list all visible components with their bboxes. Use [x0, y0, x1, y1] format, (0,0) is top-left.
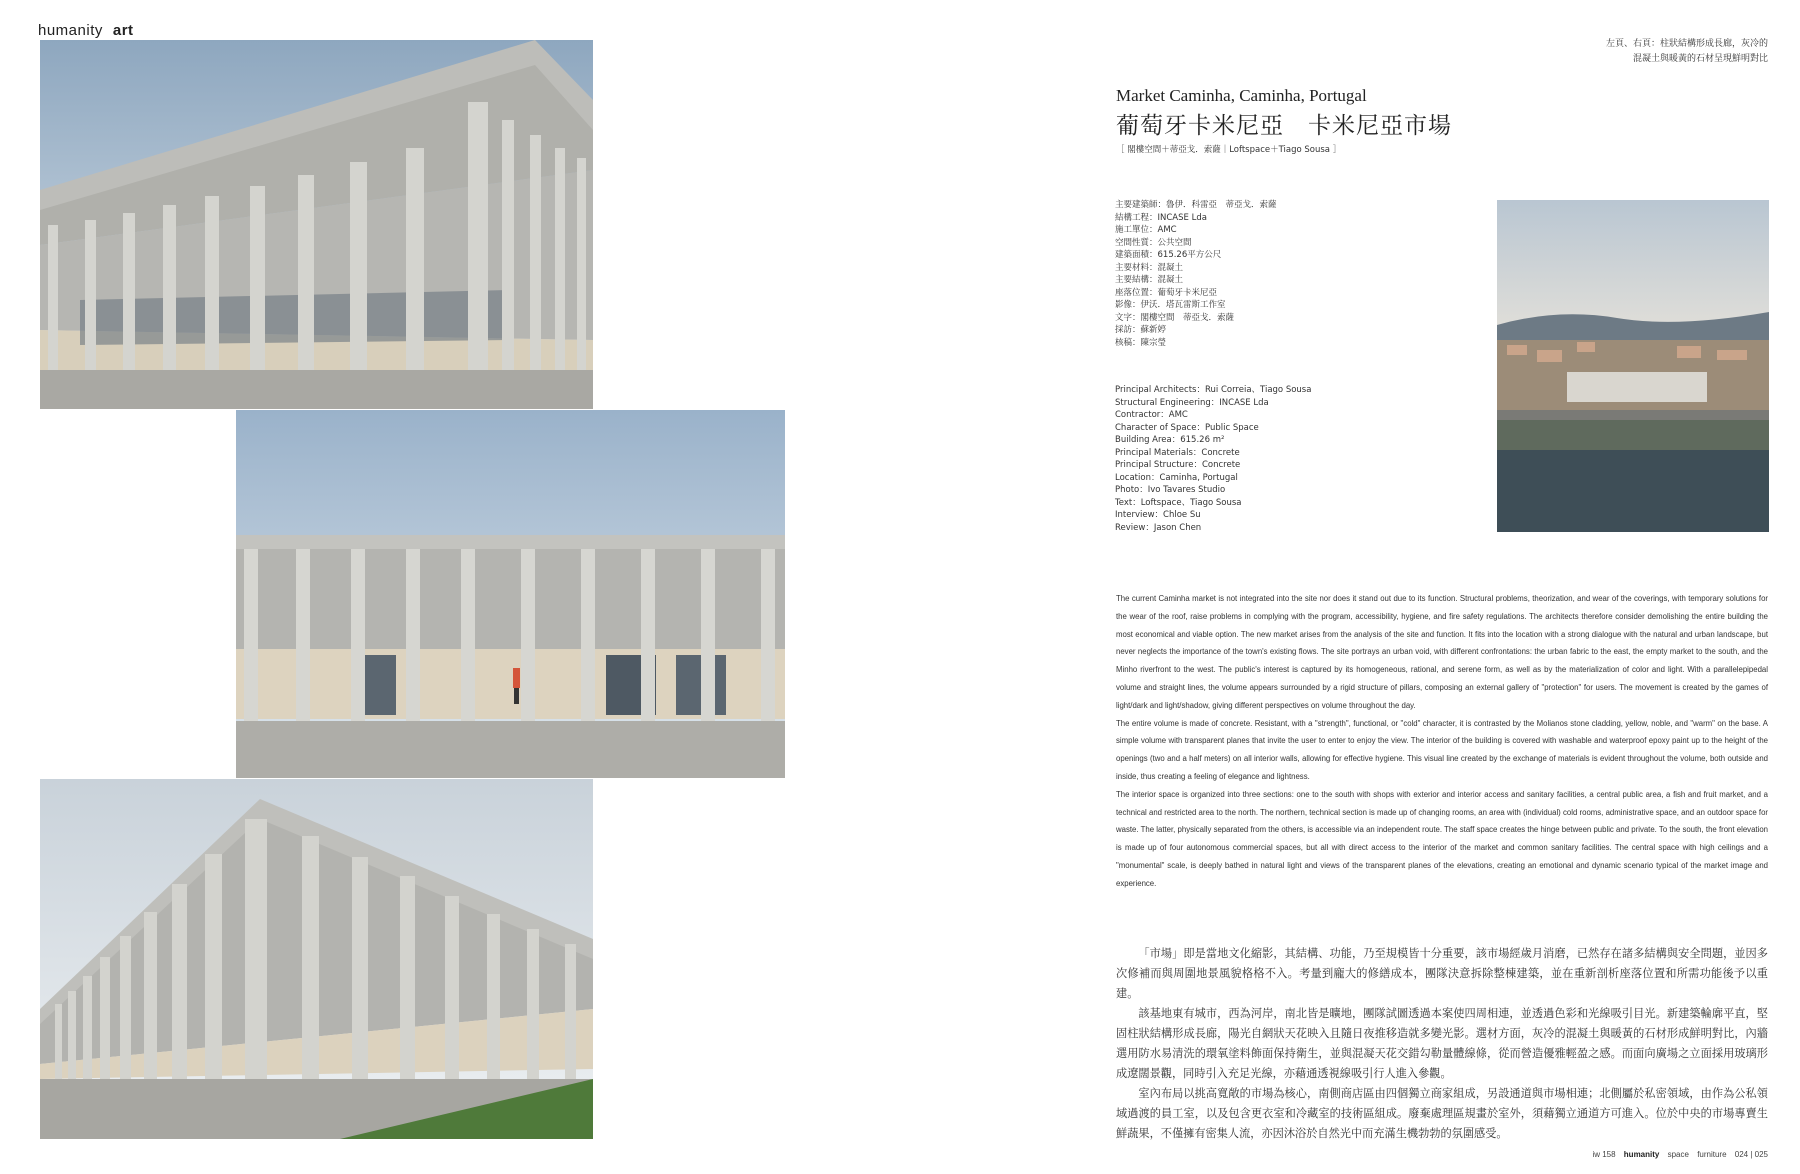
body-paragraph: 該基地東有城市，西為河岸，南北皆是曠地，團隊試圖透過本案使四周相連，並透過色彩和光線吸引目光。新建築輪廓平直，堅固柱狀結構形成長廊，陽光自網狀天花映入且隨日夜推移造就多變光影。選材方面，灰冷的混凝土與暖黃的石材形成鮮明對比，內牆選用防水易清洗的環氧塗料飾面保持衛生，並與混凝天花交錯勾勒量體線條，從而營造優雅輕盈之感。而面向廣場之立面採用玻璃形成遼闊景觀，同時引入充足光線，亦藉通透視線吸引行人進入參觀。 — [1116, 1007, 1768, 1080]
credit-item: 主要建築師：魯伊．科雷亞 蒂亞戈．索薩 — [1115, 200, 1277, 210]
article-title-zh: 葡萄牙卡米尼亞 卡米尼亞市場 — [1116, 113, 1452, 139]
credit-item: 文字：閣樓空間 蒂亞戈．索薩 — [1115, 312, 1235, 323]
article-body-en — [1116, 590, 1768, 893]
credit-item: 影像：伊沃．塔瓦雷斯工作室 — [1115, 300, 1226, 310]
page-footer — [1586, 1150, 1768, 1159]
article-body-zh — [1116, 944, 1768, 1144]
footer-section: space — [1667, 1150, 1689, 1159]
credit-item: Text：Loftspace、Tiago Sousa — [1115, 497, 1242, 508]
page-numbers: 024 | 025 — [1734, 1150, 1768, 1159]
brand-light: humanity — [38, 22, 103, 39]
article-title-en: Market Caminha, Caminha, Portugal — [1116, 86, 1367, 105]
market-photo-front-elevation — [236, 410, 785, 778]
body-paragraph: The current Caminha market is not integrated into the site nor does it stand out due to its function. Structural problems, theorization, and wear of the coverings, with temporary solutions for the wear of the roof, raise problems in complying with the program, accessibility, hygiene, and fire safety regulations. The architects therefore consider demolishing the entire building the most economical and viable option. The new market arises from the analysis of the site and function. It fits into the location with a strong dialogue with the natural and urban landscape, but never neglects the importance of the town's existing flows. The site portrays an urban void, with different confrontations: the urban fabric to the east, the empty market to the south, and the Minho riverfront to the west. The public's interest is captured by its homogeneous, rational, and serene form, as well as by the materialization of color and light. With a parallelepipedal volume and straight lines, the volume appears surrounded by a rigid structure of pillars, composing an external gallery of "protection" for users. The movement is created by the games of light/dark and light/shadow, giving different perspectives on volume throughout the day. — [1116, 594, 1768, 710]
footer-section: furniture — [1697, 1150, 1727, 1159]
credit-item: 建築面積：615.26平方公尺 — [1115, 250, 1222, 260]
credit-item: Interview：Chloe Su — [1115, 510, 1201, 520]
footer-brand: humanity — [1623, 1150, 1660, 1159]
photo-corner-image — [40, 779, 593, 1139]
market-photo-aerial — [1497, 200, 1769, 532]
credit-item: Principal Architects：Rui Correia、Tiago Sousa — [1115, 385, 1312, 395]
credits-en — [1115, 384, 1311, 534]
photo-perspective-image — [40, 40, 593, 409]
credit-item: 施工單位：AMC — [1115, 225, 1177, 235]
credit-item: 空間性質：公共空間 — [1115, 237, 1192, 248]
body-paragraph: 室內布局以挑高寬敞的市場為核心，南側商店區由四個獨立商家組成，另設通道與市場相連；北側屬於私密領域，由作為公私領域過渡的員工室，以及包含更衣室和冷藏室的技術區組成。廢棄處理區規畫於室外，須藉獨立通道方可進入。位於中央的市場專賣生鮮蔬果，不僅擁有密集人流，亦因沐浴於自然光中而充滿生機勃勃的氛圍感受。 — [1116, 1087, 1768, 1140]
credit-item: 主要結構：混凝土 — [1115, 275, 1184, 285]
credit-item: Location：Caminha, Portugal — [1115, 472, 1238, 483]
credit-item: Building Area：615.26 m² — [1115, 435, 1225, 445]
market-photo-perspective — [40, 40, 593, 409]
photo-caption — [1508, 37, 1768, 67]
body-paragraph: The interior space is organized into three sections: one to the south with shops with exterior and interior access and sanitary facilities, a central public area, a fish and fruit market, and a technical and restricted area to the north. The northern, technical section is made up of changing rooms, an area with (individual) cold rooms, administrative space, and an outdoor space for waste. The latter, physically separated from the others, is accessible via an independent route. The staff space creates the hinge between public and private. To the south, the front elevation is made up of four autonomous commercial spaces, but all with direct access to the interior of the market and common sanitary facilities. The central space with high ceilings and a "monumental" scale, is deeply bathed in natural light and views of the transparent planes of the elevations, creating an emotional and dynamic scenario typical of the market image and experience. — [1116, 789, 1768, 888]
credit-item: 結構工程：INCASE Lda — [1115, 212, 1207, 223]
credit-item: 座落位置：葡萄牙卡米尼亞 — [1115, 287, 1218, 298]
credit-item: Character of Space：Public Space — [1115, 422, 1259, 433]
photo-aerial-image — [1497, 200, 1769, 532]
design-team-line: ［ 閣樓空間＋蒂亞戈．索薩｜Loftspace＋Tiago Sousa ］ — [1116, 145, 1342, 155]
caption-line: 左頁、右頁：柱狀結構形成長廊，灰冷的 — [1605, 39, 1768, 49]
credits-zh — [1115, 199, 1277, 349]
body-paragraph: 「市場」即是當地文化縮影，其結構、功能，乃至規模皆十分重要，該市場經歲月消磨，已然存在諸多結構與安全問題，並因多次修補而與周圍地景風貌格格不入。考量到龐大的修繕成本，團隊決意拆除整棟建築，並在重新剖析座落位置和所需功能後予以重建。 — [1116, 947, 1768, 1000]
credit-item: Principal Structure：Concrete — [1115, 460, 1241, 470]
section-brand — [38, 22, 134, 39]
credit-item: Principal Materials：Concrete — [1115, 447, 1240, 458]
credit-item: Structural Engineering：INCASE Lda — [1115, 397, 1269, 408]
market-photo-corner — [40, 779, 593, 1139]
photo-front-image — [236, 410, 785, 778]
credit-item: Review：Jason Chen — [1115, 522, 1202, 533]
brand-bold: art — [112, 22, 134, 39]
credit-item: 採訪：蘇新婷 — [1115, 325, 1167, 335]
body-paragraph: The entire volume is made of concrete. Resistant, with a "strength", functional, or "cold" character, it is contrasted by the Molianos stone cladding, yellow, noble, and "warm" on the base. A simple volume with transparent planes that invite the user to enter to enjoy the view. The interior of the building is covered with washable and waterproof epoxy paint up to the height of the openings (two and a half meters) on all interior walls, allowing for effective hygiene. This visual line created by the exchange of materials is evident throughout the volume, both outside and inside, thus creating a feeling of elegance and lightness. — [1116, 718, 1768, 781]
credit-item: Contractor：AMC — [1115, 410, 1188, 420]
credit-item: 主要材料：混凝土 — [1115, 262, 1184, 273]
credit-item: 核稿：陳宗瑩 — [1115, 337, 1167, 348]
issue-number: iw 158 — [1592, 1150, 1616, 1159]
credit-item: Photo：Ivo Tavares Studio — [1115, 485, 1226, 495]
caption-line: 混凝土與暖黃的石材呈現鮮明對比 — [1632, 54, 1768, 64]
